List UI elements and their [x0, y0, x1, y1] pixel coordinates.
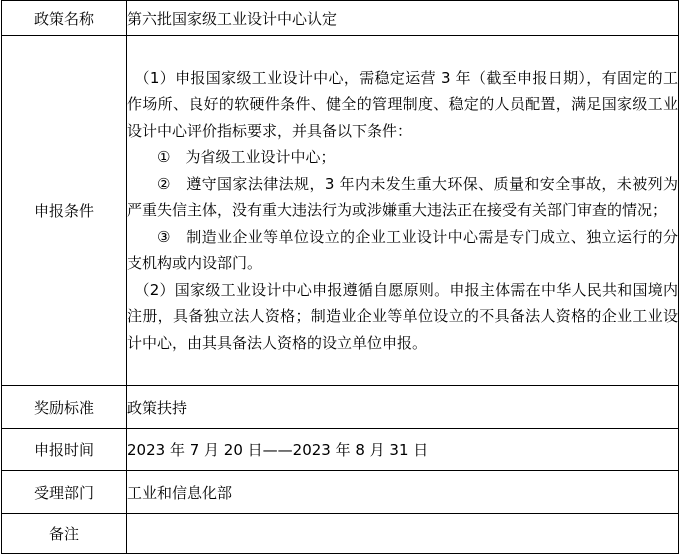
policy-name-value: 第六批国家级工业设计中心认定	[127, 1, 679, 36]
department-value: 工业和信息化部	[127, 471, 679, 514]
reward-value: 政策扶持	[127, 386, 679, 429]
department-label: 受理部门	[2, 471, 127, 514]
row-department	[2, 471, 679, 514]
row-reward	[2, 386, 679, 429]
condition-paragraph-2: （2）国家级工业设计中心申报遵循自愿原则。申报主体需在中华人民共和国境内注册，具备独立法人资格；制造业企业等单位设立的不具备法人资格的企业工业设计中心，由其具备法人资格的设立单位申报。	[127, 280, 678, 352]
condition-item-1: ① 为省级工业设计中心；	[157, 148, 336, 167]
row-policy-name	[2, 1, 679, 36]
remarks-value	[127, 514, 679, 554]
row-application-time	[2, 429, 679, 471]
policy-name-label: 政策名称	[2, 1, 127, 36]
remarks-label: 备注	[2, 514, 127, 554]
policy-table	[1, 0, 679, 554]
reward-label: 奖励标准	[2, 386, 127, 429]
condition-item-2: ② 遵守国家法律法规，3 年内未发生重大环保、质量和安全事故，未被列为严重失信主体，没有重大违法行为或涉嫌重大违法正在接受有关部门审查的情况；	[127, 174, 678, 220]
conditions-value	[127, 36, 679, 386]
row-remarks	[2, 514, 679, 554]
conditions-label: 申报条件	[2, 36, 127, 386]
application-time-value: 2023 年 7 月 20 日——2023 年 8 月 31 日	[127, 429, 679, 471]
condition-item-3: ③ 制造业企业等单位设立的企业工业设计中心需是专门成立、独立运行的分支机构或内设部门。	[127, 227, 678, 273]
row-conditions	[2, 36, 679, 386]
application-time-label: 申报时间	[2, 429, 127, 471]
condition-paragraph-1: （1）申报国家级工业设计中心，需稳定运营 3 年（截至申报日期），有固定的工作场所、良好的软硬件条件、健全的管理制度、稳定的人员配置，满足国家级工业设计中心评价指标要求，并具备以下条件：	[127, 68, 678, 140]
